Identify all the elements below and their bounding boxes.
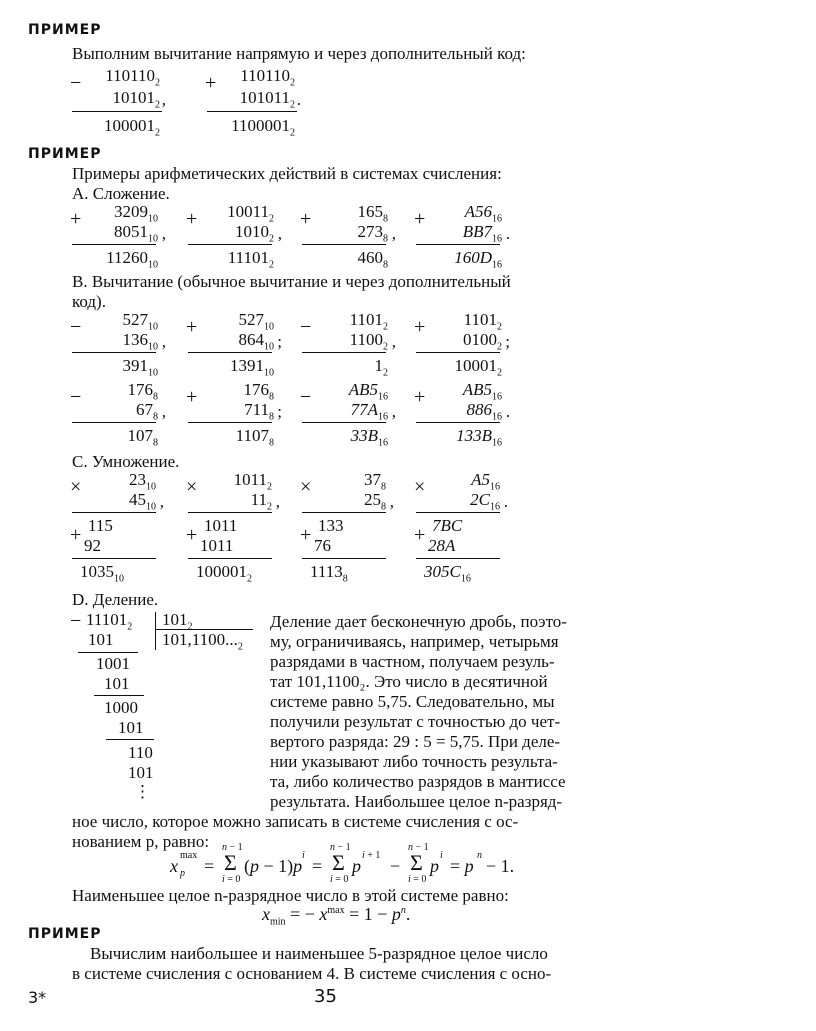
arith-operation: + $AB5_{16}$ $886_{16}$ . $133B_{16}$ xyxy=(414,380,510,449)
division-explanation xyxy=(270,612,624,812)
section-c-title: С. Умножение. xyxy=(72,452,180,471)
division-explanation-line: му, ограничиваясь, например, четырьмя xyxy=(270,632,559,651)
section-b-title: В. Вычитание (обычное вычитание и через дополнительный xyxy=(72,272,511,291)
after-division-2: нованием p, равно: xyxy=(72,832,210,851)
formula-min: $x_{min}$ = − $x^{max} = 1 - p^n$. xyxy=(262,904,411,928)
division-explanation-line: та, либо количество разрядов в мантиссе xyxy=(270,772,566,791)
division-explanation-line: системе равно 5,75. Следовательно, мы xyxy=(270,692,555,711)
section-b-title-cont: код). xyxy=(72,292,106,311)
section-a-title: А. Сложение. xyxy=(72,184,170,203)
arith-operation: − $1101_2$ $1100_2$ , $1_2$ xyxy=(300,310,396,379)
division-explanation-line: получили результат с точностью до чет- xyxy=(270,712,561,731)
arith-operation: + $176_8$ $711_8$ ; $1107_8$ xyxy=(186,380,282,449)
arith-operation: − $527_{10}$ $136_{10}$ , $391_{10}$ xyxy=(70,310,166,379)
section-d-title: D. Деление. xyxy=(72,590,159,609)
ex1-intro: Выполним вычитание напрямую и через дополнительный код: xyxy=(72,44,526,63)
multiplication-operation: × $1011_2$ $11_2$ , + 1011 1011 $100001_2$ xyxy=(186,470,280,585)
ex3-line-2: в системе счисления с основанием 4. В системе счисления с осно- xyxy=(72,964,552,983)
footer-signature: 3* xyxy=(28,988,47,1007)
ex1-addition: + $110110_2$ $101011_2$ . $1100001_2$ xyxy=(205,66,301,139)
division-explanation-line: вертого разряда: 29 : 5 = 5,75. При деле- xyxy=(270,732,561,751)
example-heading-2: ПРИМЕР xyxy=(28,146,102,162)
example-heading-1: ПРИМЕР xyxy=(28,22,102,38)
division-explanation-line: результата. Наибольшее целое n-разряд- xyxy=(270,792,563,811)
arith-operation: − $176_8$ $67_8$ , $107_8$ xyxy=(70,380,166,449)
page-number: 35 xyxy=(314,986,337,1007)
ex3-line-1: Вычислим наибольшее и наименьшее 5-разрядное целое число xyxy=(90,944,548,963)
division-explanation-line: разрядами в частном, получаем резуль- xyxy=(270,652,555,671)
ex2-intro: Примеры арифметических действий в системах счисления: xyxy=(72,164,502,183)
division-explanation-line: тат 101,1100₂. Это число в десятичной xyxy=(270,672,548,691)
division-explanation-line: нии указывают либо точность результа- xyxy=(270,752,558,771)
arith-operation: + $3209_{10}$ $8051_{10}$ , $11260_{10}$ xyxy=(70,202,166,271)
arith-operation: + $10011_2$ $1010_2$ , $11101_2$ xyxy=(186,202,282,271)
formula-max: x max p = n − 1 Σ i = 0 (p − 1)p i = n − 1 Σ i = 0 p i + 1 − n − 1 Σ i = 0 p i = p n − 1. xyxy=(170,842,515,885)
long-division: − $11101_2$ 101 $101_2$ $101,1100..._2$ 1001 101 1000 101 110 101 ⋮ xyxy=(70,610,270,810)
arith-operation: + $A56_{16}$ $BB7_{16}$ . $160D_{16}$ xyxy=(414,202,510,271)
division-explanation-line: Деление дает бесконечную дробь, поэто- xyxy=(270,612,567,631)
min-text: Наименьшее целое n-разрядное число в этой системе равно: xyxy=(72,886,509,905)
arith-operation: − $AB5_{16}$ $77A_{16}$ , $33B_{16}$ xyxy=(300,380,396,449)
multiplication-operation: × $A5_{16}$ $2C_{16}$ . + 7BC 28A $305C_{16}$ xyxy=(414,470,508,585)
after-division-1: ное число, которое можно записать в системе счисления с ос- xyxy=(72,812,519,831)
arith-operation: + $165_8$ $273_8$ , $460_8$ xyxy=(300,202,396,271)
example-heading-3: ПРИМЕР xyxy=(28,926,102,942)
arith-operation: + $527_{10}$ $864_{10}$ ; $1391_{10}$ xyxy=(186,310,282,379)
ex1-subtraction: − $110110_2$ $10101_2$ , $100001_2$ xyxy=(70,66,166,139)
arith-operation: + $1101_2$ $0100_2$ ; $10001_2$ xyxy=(414,310,510,379)
multiplication-operation: × $37_8$ $25_8$ , + 133 76 $1113_8$ xyxy=(300,470,394,585)
multiplication-operation: × $23_{10}$ $45_{10}$ , + 115 92 $1035_{10}$ xyxy=(70,470,164,585)
